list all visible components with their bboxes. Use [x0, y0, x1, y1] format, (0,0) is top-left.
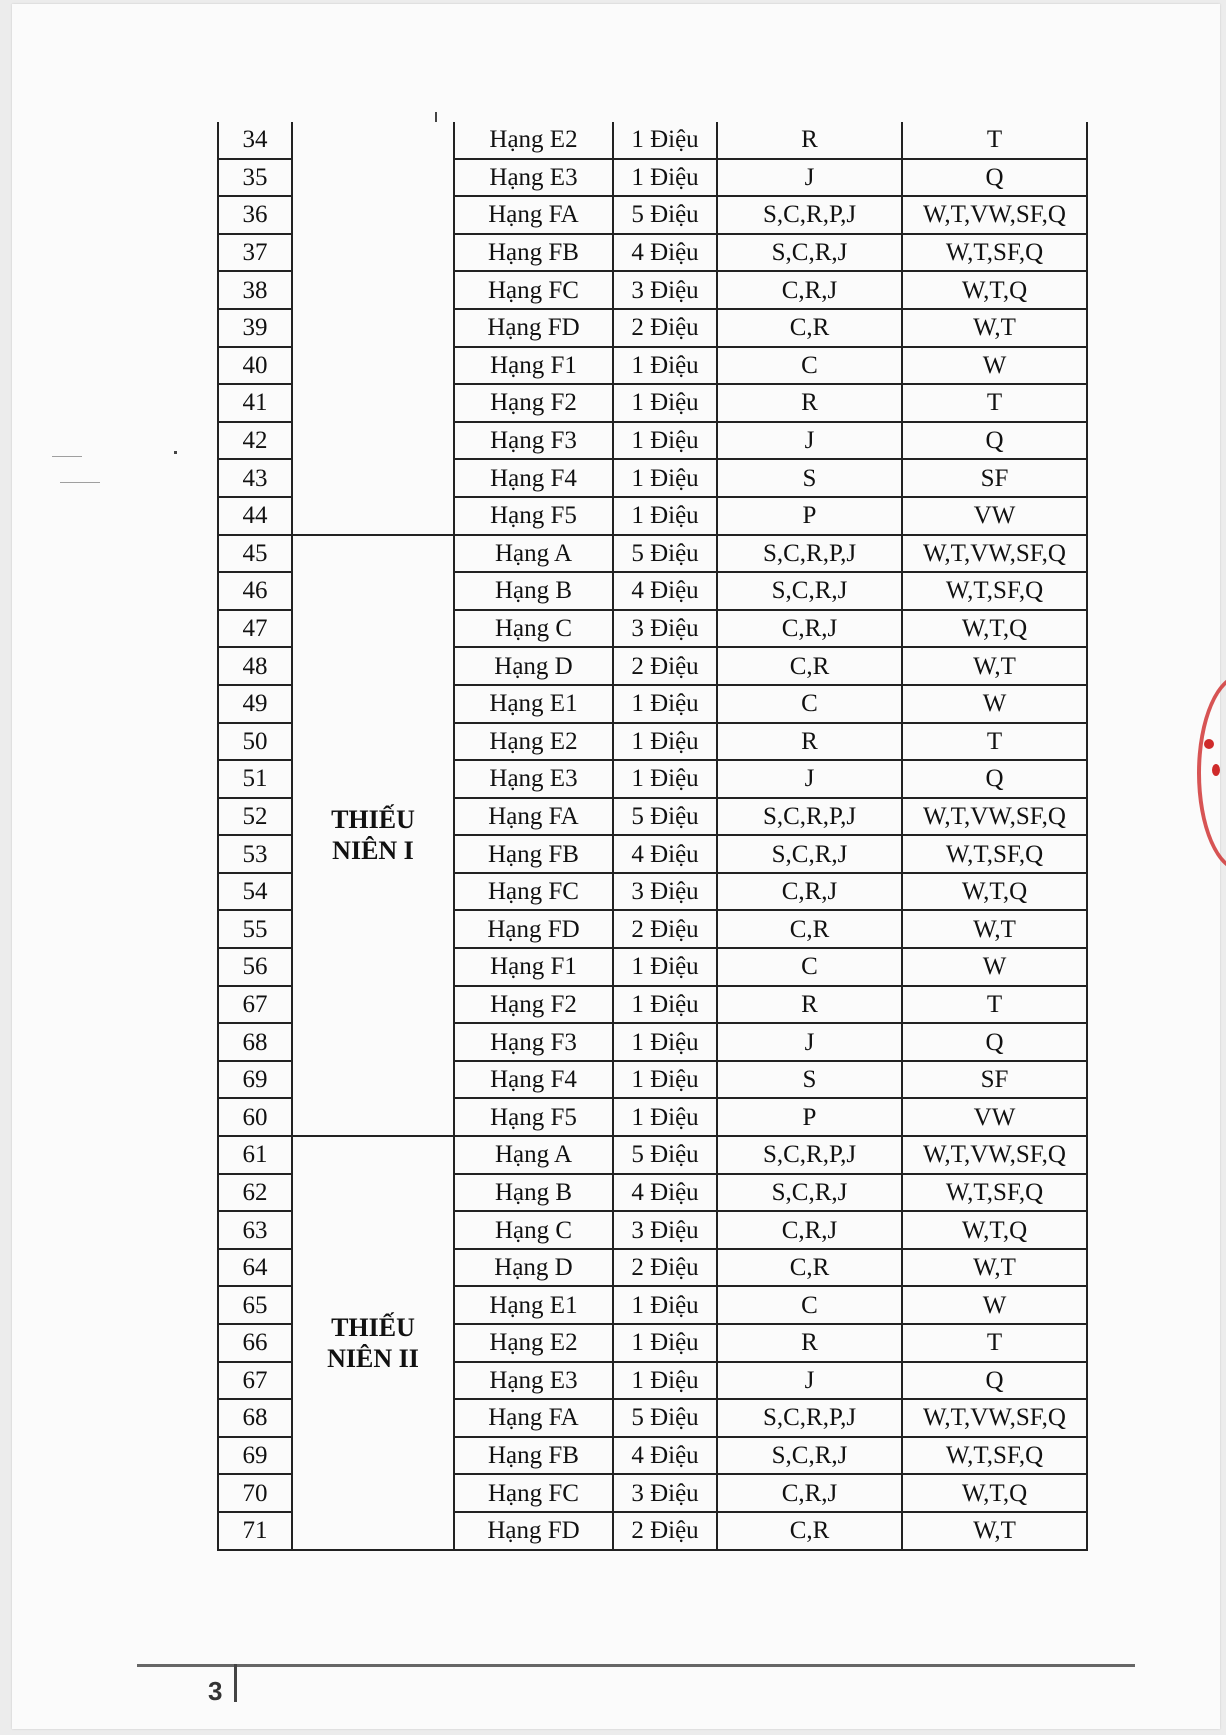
dances-standard-cell: W,T,SF,Q — [902, 1437, 1087, 1475]
dances-standard-cell: W — [902, 685, 1087, 723]
dance-count-cell: 1 Điệu — [613, 1362, 717, 1400]
dances-latin-cell: S,C,R,P,J — [717, 196, 902, 234]
dances-latin-cell: J — [717, 760, 902, 798]
row-number-cell: 68 — [218, 1399, 292, 1437]
class-rank-cell: Hạng D — [454, 1249, 613, 1287]
dances-standard-cell: T — [902, 122, 1087, 159]
dances-standard-cell: W,T,Q — [902, 271, 1087, 309]
row-number-cell: 69 — [218, 1061, 292, 1099]
dances-latin-cell: C,R — [717, 1249, 902, 1287]
class-rank-cell: Hạng FC — [454, 1474, 613, 1512]
class-rank-cell: Hạng F2 — [454, 986, 613, 1024]
age-group-cell — [292, 122, 454, 535]
dances-latin-cell: C,R — [717, 309, 902, 347]
dance-count-cell: 1 Điệu — [613, 723, 717, 761]
class-rank-cell: Hạng E3 — [454, 159, 613, 197]
class-rank-cell: Hạng F5 — [454, 497, 613, 535]
dances-latin-cell: R — [717, 122, 902, 159]
class-table-body — [218, 122, 1087, 1550]
dances-latin-cell: R — [717, 986, 902, 1024]
dance-count-cell: 1 Điệu — [613, 122, 717, 159]
dances-latin-cell: S,C,R,P,J — [717, 535, 902, 573]
dance-count-cell: 1 Điệu — [613, 685, 717, 723]
dance-count-cell: 5 Điệu — [613, 196, 717, 234]
row-number-cell: 60 — [218, 1098, 292, 1136]
class-rank-cell: Hạng B — [454, 572, 613, 610]
dance-count-cell: 4 Điệu — [613, 572, 717, 610]
dance-count-cell: 1 Điệu — [613, 1324, 717, 1362]
dance-count-cell: 5 Điệu — [613, 1399, 717, 1437]
class-rank-cell: Hạng D — [454, 647, 613, 685]
dances-latin-cell: J — [717, 422, 902, 460]
dances-latin-cell: C,R — [717, 647, 902, 685]
page-number: 3 — [208, 1676, 223, 1706]
row-number-cell: 44 — [218, 497, 292, 535]
row-number-cell: 62 — [218, 1174, 292, 1212]
row-number-cell: 49 — [218, 685, 292, 723]
dance-count-cell: 1 Điệu — [613, 1098, 717, 1136]
dance-count-cell: 1 Điệu — [613, 948, 717, 986]
dance-count-cell: 1 Điệu — [613, 159, 717, 197]
class-rank-cell: Hạng E2 — [454, 1324, 613, 1362]
row-number-cell: 54 — [218, 873, 292, 911]
row-number-cell: 63 — [218, 1211, 292, 1249]
class-rank-cell: Hạng F3 — [454, 1023, 613, 1061]
dances-standard-cell: W,T,SF,Q — [902, 234, 1087, 272]
class-rank-cell: Hạng B — [454, 1174, 613, 1212]
dance-count-cell: 1 Điệu — [613, 347, 717, 385]
dances-latin-cell: P — [717, 1098, 902, 1136]
row-number-cell: 40 — [218, 347, 292, 385]
class-rank-cell: Hạng C — [454, 610, 613, 648]
dance-count-cell: 2 Điệu — [613, 910, 717, 948]
dances-standard-cell: T — [902, 1324, 1087, 1362]
dances-latin-cell: S — [717, 1061, 902, 1099]
row-number-cell: 42 — [218, 422, 292, 460]
class-rank-cell: Hạng FC — [454, 271, 613, 309]
dances-standard-cell: W,T,Q — [902, 1474, 1087, 1512]
class-rank-cell: Hạng F3 — [454, 422, 613, 460]
dance-count-cell: 1 Điệu — [613, 1023, 717, 1061]
dances-standard-cell: Q — [902, 760, 1087, 798]
dances-standard-cell: Q — [902, 1362, 1087, 1400]
dances-standard-cell: VW — [902, 497, 1087, 535]
seal-mark — [1204, 739, 1214, 749]
dances-latin-cell: C,R,J — [717, 873, 902, 911]
dances-latin-cell: J — [717, 159, 902, 197]
dances-latin-cell: P — [717, 497, 902, 535]
dance-count-cell: 2 Điệu — [613, 647, 717, 685]
class-rank-cell: Hạng FA — [454, 1399, 613, 1437]
row-number-cell: 70 — [218, 1474, 292, 1512]
row-number-cell: 39 — [218, 309, 292, 347]
class-rank-cell: Hạng C — [454, 1211, 613, 1249]
row-number-cell: 52 — [218, 798, 292, 836]
dances-latin-cell: J — [717, 1362, 902, 1400]
row-number-cell: 38 — [218, 271, 292, 309]
class-rank-cell: Hạng A — [454, 1136, 613, 1174]
dances-standard-cell: W,T — [902, 1249, 1087, 1287]
scan-speck — [435, 112, 437, 122]
row-number-cell: 43 — [218, 459, 292, 497]
dance-count-cell: 1 Điệu — [613, 1061, 717, 1099]
class-rank-cell: Hạng FB — [454, 835, 613, 873]
document-page — [12, 4, 1220, 1729]
row-number-cell: 48 — [218, 647, 292, 685]
row-number-cell: 51 — [218, 760, 292, 798]
dances-standard-cell: Q — [902, 1023, 1087, 1061]
dances-standard-cell: W,T — [902, 1512, 1087, 1550]
dance-count-cell: 1 Điệu — [613, 986, 717, 1024]
dances-standard-cell: W,T,VW,SF,Q — [902, 1399, 1087, 1437]
dances-standard-cell: W — [902, 1286, 1087, 1324]
dances-standard-cell: VW — [902, 1098, 1087, 1136]
dances-standard-cell: Q — [902, 422, 1087, 460]
class-rank-cell: Hạng F5 — [454, 1098, 613, 1136]
class-rank-cell: Hạng F4 — [454, 1061, 613, 1099]
dance-count-cell: 3 Điệu — [613, 271, 717, 309]
row-number-cell: 68 — [218, 1023, 292, 1061]
dances-latin-cell: C — [717, 347, 902, 385]
dances-standard-cell: W,T,VW,SF,Q — [902, 1136, 1087, 1174]
row-number-cell: 53 — [218, 835, 292, 873]
row-number-cell: 50 — [218, 723, 292, 761]
dances-latin-cell: J — [717, 1023, 902, 1061]
class-rank-cell: Hạng F2 — [454, 384, 613, 422]
class-rank-cell: Hạng E1 — [454, 685, 613, 723]
dances-latin-cell: R — [717, 1324, 902, 1362]
dances-standard-cell: W,T — [902, 647, 1087, 685]
class-rank-cell: Hạng F1 — [454, 347, 613, 385]
class-rank-cell: Hạng E3 — [454, 760, 613, 798]
table-row — [218, 122, 1087, 159]
row-number-cell: 37 — [218, 234, 292, 272]
dances-latin-cell: S,C,R,J — [717, 1437, 902, 1475]
dances-latin-cell: R — [717, 384, 902, 422]
dance-count-cell: 5 Điệu — [613, 535, 717, 573]
dance-count-cell: 4 Điệu — [613, 1437, 717, 1475]
dance-count-cell: 1 Điệu — [613, 459, 717, 497]
dances-latin-cell: S,C,R,J — [717, 572, 902, 610]
class-rank-cell: Hạng FD — [454, 309, 613, 347]
row-number-cell: 65 — [218, 1286, 292, 1324]
dances-latin-cell: S,C,R,J — [717, 1174, 902, 1212]
dances-standard-cell: W,T,Q — [902, 610, 1087, 648]
class-rank-cell: Hạng FB — [454, 234, 613, 272]
dances-standard-cell: W,T,SF,Q — [902, 1174, 1087, 1212]
dances-latin-cell: C,R,J — [717, 271, 902, 309]
dances-standard-cell: T — [902, 384, 1087, 422]
row-number-cell: 66 — [218, 1324, 292, 1362]
dances-standard-cell: T — [902, 986, 1087, 1024]
dance-count-cell: 1 Điệu — [613, 422, 717, 460]
dance-count-cell: 4 Điệu — [613, 1174, 717, 1212]
dance-count-cell: 1 Điệu — [613, 384, 717, 422]
row-number-cell: 67 — [218, 1362, 292, 1400]
row-number-cell: 36 — [218, 196, 292, 234]
row-number-cell: 47 — [218, 610, 292, 648]
dances-standard-cell: W,T,VW,SF,Q — [902, 798, 1087, 836]
dances-standard-cell: W,T,VW,SF,Q — [902, 535, 1087, 573]
dance-count-cell: 3 Điệu — [613, 1474, 717, 1512]
class-rank-cell: Hạng FC — [454, 873, 613, 911]
dance-count-cell: 2 Điệu — [613, 1512, 717, 1550]
row-number-cell: 45 — [218, 535, 292, 573]
row-number-cell: 71 — [218, 1512, 292, 1550]
row-number-cell: 34 — [218, 122, 292, 159]
row-number-cell: 64 — [218, 1249, 292, 1287]
dances-standard-cell: W — [902, 347, 1087, 385]
dance-count-cell: 5 Điệu — [613, 798, 717, 836]
dances-latin-cell: R — [717, 723, 902, 761]
row-number-cell: 61 — [218, 1136, 292, 1174]
dances-latin-cell: C,R,J — [717, 610, 902, 648]
dance-count-cell: 3 Điệu — [613, 873, 717, 911]
dances-standard-cell: SF — [902, 459, 1087, 497]
dances-standard-cell: W,T — [902, 309, 1087, 347]
scan-speck — [60, 482, 100, 483]
scan-speck — [174, 451, 177, 454]
row-number-cell: 69 — [218, 1437, 292, 1475]
red-seal-stamp — [1197, 674, 1226, 872]
dances-latin-cell: S,C,R,J — [717, 234, 902, 272]
class-rank-cell: Hạng FD — [454, 1512, 613, 1550]
table-row — [218, 1136, 1087, 1174]
row-number-cell: 46 — [218, 572, 292, 610]
table-row — [218, 535, 1087, 573]
scan-speck — [52, 456, 82, 457]
footer-rule — [137, 1664, 1135, 1667]
dances-latin-cell: C — [717, 685, 902, 723]
class-rank-cell: Hạng E1 — [454, 1286, 613, 1324]
row-number-cell: 55 — [218, 910, 292, 948]
dances-standard-cell: Q — [902, 159, 1087, 197]
class-rank-cell: Hạng A — [454, 535, 613, 573]
dance-count-cell: 3 Điệu — [613, 610, 717, 648]
class-rank-cell: Hạng FD — [454, 910, 613, 948]
dances-standard-cell: W,T,Q — [902, 873, 1087, 911]
class-rank-cell: Hạng E3 — [454, 1362, 613, 1400]
class-table — [217, 122, 1088, 1551]
dances-latin-cell: S — [717, 459, 902, 497]
row-number-cell: 56 — [218, 948, 292, 986]
page-number-divider — [234, 1664, 237, 1702]
dances-standard-cell: W — [902, 948, 1087, 986]
dances-latin-cell: C — [717, 948, 902, 986]
class-rank-cell: Hạng FA — [454, 798, 613, 836]
dance-count-cell: 4 Điệu — [613, 835, 717, 873]
class-rank-cell: Hạng FA — [454, 196, 613, 234]
row-number-cell: 41 — [218, 384, 292, 422]
dance-count-cell: 1 Điệu — [613, 497, 717, 535]
dances-standard-cell: W,T,SF,Q — [902, 572, 1087, 610]
dances-standard-cell: W,T — [902, 910, 1087, 948]
row-number-cell: 35 — [218, 159, 292, 197]
dances-standard-cell: W,T,SF,Q — [902, 835, 1087, 873]
dances-latin-cell: S,C,R,P,J — [717, 1399, 902, 1437]
dances-standard-cell: W,T,VW,SF,Q — [902, 196, 1087, 234]
age-group-cell: THIẾU NIÊN I — [292, 535, 454, 1137]
class-rank-cell: Hạng FB — [454, 1437, 613, 1475]
class-rank-cell: Hạng F4 — [454, 459, 613, 497]
dances-latin-cell: S,C,R,J — [717, 835, 902, 873]
dance-count-cell: 2 Điệu — [613, 1249, 717, 1287]
dances-latin-cell: C — [717, 1286, 902, 1324]
dances-latin-cell: S,C,R,P,J — [717, 798, 902, 836]
dance-count-cell: 1 Điệu — [613, 760, 717, 798]
dance-count-cell: 3 Điệu — [613, 1211, 717, 1249]
dances-latin-cell: C,R — [717, 1512, 902, 1550]
dances-latin-cell: S,C,R,P,J — [717, 1136, 902, 1174]
row-number-cell: 67 — [218, 986, 292, 1024]
dance-count-cell: 1 Điệu — [613, 1286, 717, 1324]
dances-standard-cell: T — [902, 723, 1087, 761]
dance-count-cell: 2 Điệu — [613, 309, 717, 347]
dances-standard-cell: W,T,Q — [902, 1211, 1087, 1249]
seal-mark — [1212, 764, 1220, 776]
class-rank-cell: Hạng F1 — [454, 948, 613, 986]
dance-count-cell: 4 Điệu — [613, 234, 717, 272]
class-rank-cell: Hạng E2 — [454, 122, 613, 159]
dances-latin-cell: C,R — [717, 910, 902, 948]
dances-latin-cell: C,R,J — [717, 1211, 902, 1249]
dances-standard-cell: SF — [902, 1061, 1087, 1099]
age-group-cell: THIẾU NIÊN II — [292, 1136, 454, 1550]
dances-latin-cell: C,R,J — [717, 1474, 902, 1512]
dance-count-cell: 5 Điệu — [613, 1136, 717, 1174]
class-rank-cell: Hạng E2 — [454, 723, 613, 761]
